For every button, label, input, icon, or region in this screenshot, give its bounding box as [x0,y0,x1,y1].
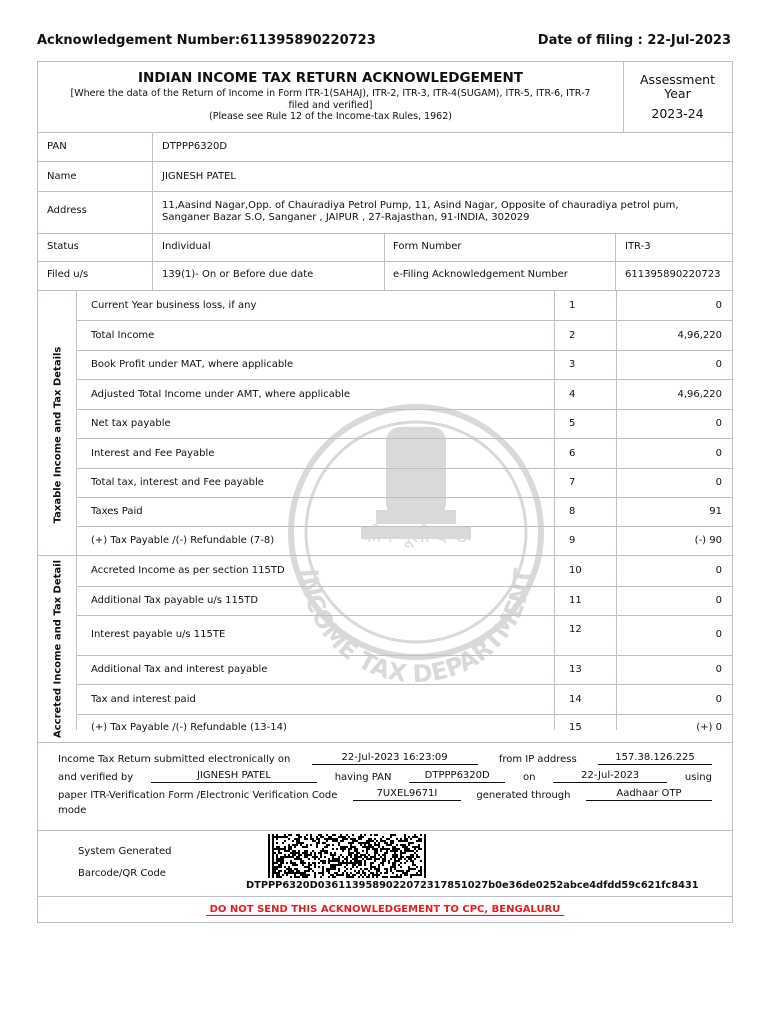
date-of-filing: Date of filing : 22-Jul-2023 [537,33,731,48]
pan-label: PAN [47,141,67,152]
row-label: Adjusted Total Income under AMT, where applicable [91,389,351,400]
accreted-section-label: Accreted Income and Tax Detail [52,559,64,739]
row-label: Current Year business loss, if any [91,300,257,311]
form-subtitle: [Where the data of the Return of Income in Form ITR-1(SAHAJ), ITR-2, ITR-3, ITR-4(SUGAM), ITR-5, ITR-6, ITR-7 filed and verified] (Please see Rule 12 of the Income-tax Rules, 1962) [70,88,591,122]
row-number: 3 [569,359,576,370]
form-title: INDIAN INCOME TAX RETURN ACKNOWLEDGEMENT [138,70,523,86]
row-label: Interest payable u/s 115TE [91,629,226,640]
form-number-label: Form Number [393,241,462,252]
status-label: Status [47,241,79,252]
assessment-year-value: 2023-24 [651,106,704,121]
verified-by: JIGNESH PATEL [151,770,317,783]
status-value: Individual [162,241,211,252]
efiling-ack-label: e-Filing Acknowledgement Number [393,269,568,280]
verified-on: 22-Jul-2023 [553,770,667,783]
row-number: 12 [569,624,582,635]
row-number: 14 [569,694,582,705]
ack-number: Acknowledgement Number:611395890220723 [37,33,376,48]
emblem-arc-text: INCOME TAX DEPARTMENT [294,567,538,689]
verification-pan: DTPPP6320D [409,770,505,783]
row-value: 0 [715,477,722,488]
row-value: 0 [715,664,722,675]
row-number: 11 [569,595,582,606]
ip-address: 157.38.126.225 [598,752,712,765]
taxable-section-label: Taxable Income and Tax Details [52,346,64,524]
row-number: 9 [569,535,576,546]
row-value: (-) 90 [694,535,722,546]
row-value: (+) 0 [696,722,722,733]
row-value: 0 [715,595,722,606]
row-number: 7 [569,477,576,488]
row-value: 0 [715,418,722,429]
income-tax-department-emblem [261,392,571,692]
address-label: Address [47,205,87,216]
emblem-motto: कोष मूलो दण्डः [360,523,472,547]
barcode-code: DTPPP6320D036113958902207231785​1027b0e36de0252abce4dfdd59c621fc8431 [246,880,699,891]
row-number: 10 [569,565,582,576]
row-label: (+) Tax Payable /(-) Refundable (7-8) [91,535,275,546]
row-label: Book Profit under MAT, where applicable [91,359,294,370]
acknowledgement-form [37,61,733,923]
barcode-label-1: System Generated [78,846,172,857]
generated-through: Aadhaar OTP [586,788,712,801]
assessment-year-label-2: Year [664,86,691,101]
row-value: 0 [715,565,722,576]
barcode-label-2: Barcode/QR Code [78,868,166,879]
row-value: 0 [715,448,722,459]
row-value: 4,96,220 [677,330,722,341]
name-value: JIGNESH PATEL [162,171,236,182]
row-label: Net tax payable [91,418,171,429]
row-label: Total Income [91,330,155,341]
row-label: Additional Tax payable u/s 115TD [91,595,259,606]
address-line-1: 11,Aasind Nagar,Opp. of Chauradiya Petrol Pump, 11, Asind Nagar, Opposite of chauradiya petrol pum, [162,200,679,211]
row-number: 8 [569,506,576,517]
barcode-image [268,834,428,878]
row-value: 91 [709,506,722,517]
filed-us-label: Filed u/s [47,269,89,280]
form-number-value: ITR-3 [625,241,651,252]
row-label: Accreted Income as per section 115TD [91,565,285,576]
row-value: 0 [715,694,722,705]
row-number: 4 [569,389,576,400]
row-number: 15 [569,722,582,733]
row-label: Interest and Fee Payable [91,448,215,459]
efiling-ack-value: 611395890220723 [625,269,721,280]
row-label: Additional Tax and interest payable [91,664,268,675]
row-value: 0 [715,359,722,370]
row-label: (+) Tax Payable /(-) Refundable (13-14) [91,722,287,733]
pan-value: DTPPP6320D [162,141,228,152]
filed-us-value: 139(1)- On or Before due date [162,269,314,280]
do-not-send-warning: DO NOT SEND THIS ACKNOWLEDGEMENT TO CPC, BENGALURU [38,904,732,915]
row-label: Taxes Paid [91,506,143,517]
address-line-2: Sanganer Bazar S.O, Sanganer , JAIPUR , 27-Rajasthan, 91-INDIA, 302029 [162,212,530,223]
verification-statement: Income Tax Return submitted electronically on 22-Jul-2023 16:23:09 from IP address 157.38.126.225 and verified by JIGNESH PATEL having PAN DTPPP6320D on 22-Jul-2023 using paper ITR-Verification Form /Electronic Verification Code 7UXEL9671I generated through Aadhaar OTP mode [58,752,712,816]
evc-code: 7UXEL9671I [353,788,461,801]
row-number: 2 [569,330,576,341]
row-number: 6 [569,448,576,459]
row-label: Total tax, interest and Fee payable [91,477,264,488]
row-value: 0 [715,629,722,640]
name-label: Name [47,171,77,182]
row-value: 0 [715,300,722,311]
row-number: 1 [569,300,576,311]
row-value: 4,96,220 [677,389,722,400]
assessment-year-label: Assessment [640,72,715,87]
row-number: 13 [569,664,582,675]
row-number: 5 [569,418,576,429]
submitted-on: 22-Jul-2023 16:23:09 [312,752,478,765]
row-label: Tax and interest paid [91,694,196,705]
